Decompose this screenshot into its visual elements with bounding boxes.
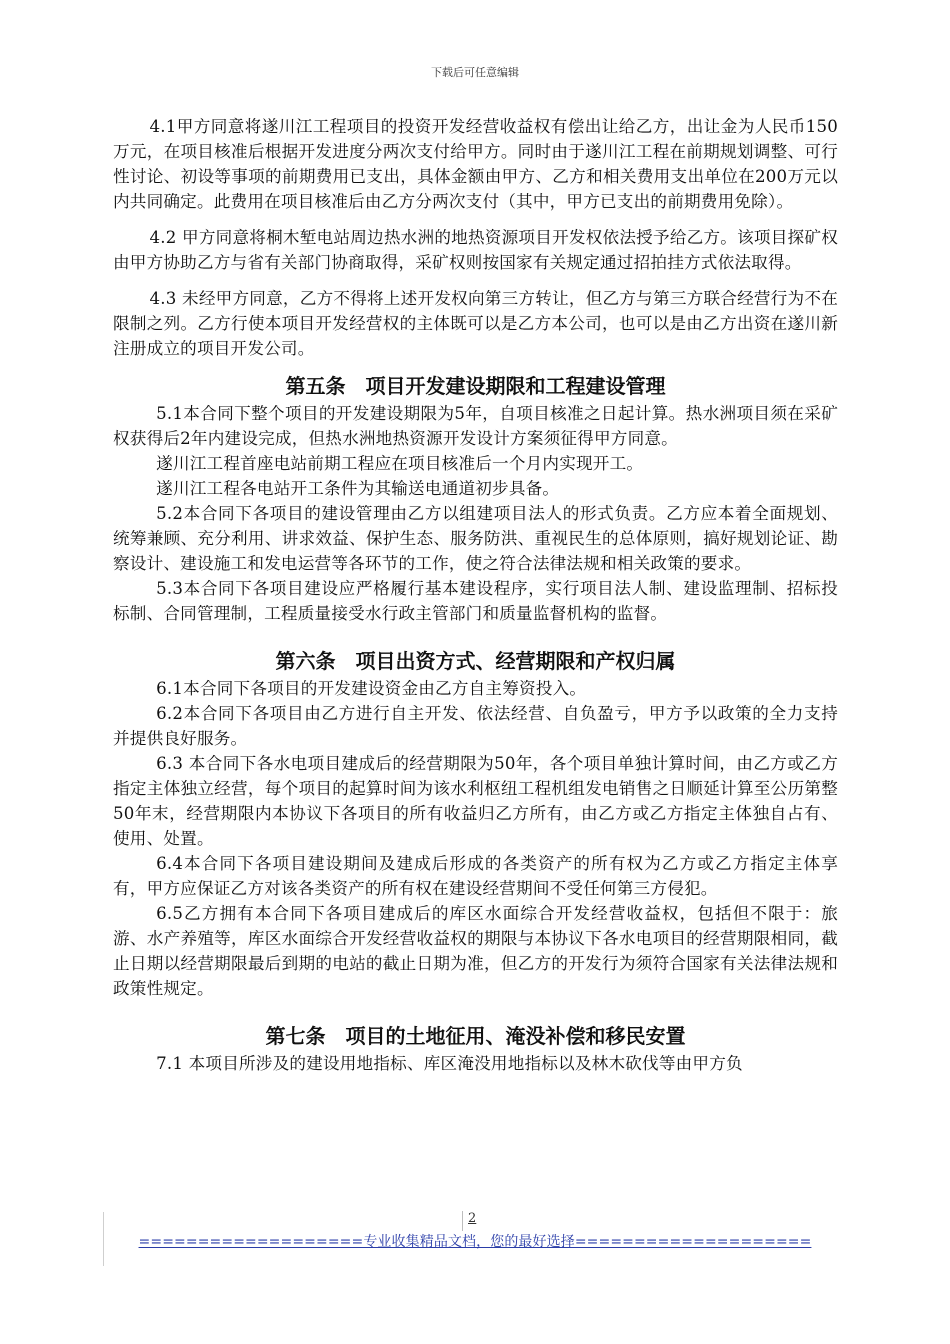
paragraph-6-3: 6.3 本合同下各水电项目建成后的经营期限为50年，各个项目单独计算时间，由乙方或乙方指定主体独立经营，每个项目的起算时间为该水利枢纽工程机组发电销售之日顺延计算至公历第整50年末，经营期限内本协议下各项目的所有收益归乙方所有，由乙方或乙方指定主体独自占有、使用、处置。 bbox=[113, 754, 838, 848]
page-number: 2 bbox=[468, 1211, 477, 1226]
paragraph-5-1-b: 遂川江工程首座电站前期工程应在项目核准后一个月内实现开工。 bbox=[156, 454, 644, 473]
paragraph-5-2: 5.2本合同下各项目的建设管理由乙方以组建项目法人的形式负责。乙方应本着全面规划、统筹兼顾、充分利用、讲求效益、保护生态、服务防洪、重视民生的总体原则，搞好规划论证、勘察设计、建设施工和发电运营等各环节的工作，使之符合法律法规和相关政策的要求。 bbox=[113, 504, 838, 573]
paragraph-4-3: 4.3 未经甲方同意，乙方不得将上述开发权向第三方转让，但乙方与第三方联合经营行为不在限制之列。乙方行使本项目开发经营权的主体既可以是乙方本公司，也可以是由乙方出资在遂川新注册成立的项目开发公司。 bbox=[113, 289, 838, 358]
paragraph-7-1: 7.1 本项目所涉及的建设用地指标、库区淹没用地指标以及林木砍伐等由甲方负 bbox=[156, 1054, 743, 1073]
footer-banner-link[interactable]: ===================专业收集精品文档，您的最好选择==================== bbox=[138, 1234, 812, 1250]
section-7-heading: 第七条 项目的土地征用、淹没补偿和移民安置 bbox=[265, 1024, 686, 1048]
document-body bbox=[113, 114, 838, 1076]
paragraph-4-1: 4.1甲方同意将遂川江工程项目的投资开发经营收益权有偿出让给乙方，出让金为人民币150万元，在项目核准后根据开发进度分两次支付给甲方。同时由于遂川江工程在前期规划调整、可行性讨论、初设等事项的前期费用已支出，具体金额由甲方、乙方和相关费用支出单位在200万元以内共同确定。此费用在项目核准后由乙方分两次支付（其中，甲方已支出的前期费用免除）。 bbox=[113, 117, 838, 211]
paragraph-6-4: 6.4本合同下各项目建设期间及建成后形成的各类资产的所有权为乙方或乙方指定主体享有，甲方应保证乙方对该各类资产的所有权在建设经营期间不受任何第三方侵犯。 bbox=[113, 854, 838, 898]
paragraph-6-2: 6.2本合同下各项目由乙方进行自主开发、依法经营、自负盈亏，甲方予以政策的全力支持并提供良好服务。 bbox=[113, 704, 838, 748]
section-6-heading: 第六条 项目出资方式、经营期限和产权归属 bbox=[275, 649, 676, 673]
paragraph-4-2: 4.2 甲方同意将桐木堑电站周边热水洲的地热资源项目开发权依法授予给乙方。该项目探矿权由甲方协助乙方与省有关部门协商取得，采矿权则按国家有关规定通过招拍挂方式依法取得。 bbox=[113, 228, 838, 272]
header-note: 下载后可任意编辑 bbox=[431, 66, 519, 79]
paragraph-6-1: 6.1本合同下各项目的开发建设资金由乙方自主筹资投入。 bbox=[156, 679, 587, 698]
paragraph-5-1-c: 遂川江工程各电站开工条件为其输送电通道初步具备。 bbox=[156, 479, 560, 498]
section-5-heading: 第五条 项目开发建设期限和工程建设管理 bbox=[285, 374, 666, 398]
paragraph-6-5: 6.5乙方拥有本合同下各项目建成后的库区水面综合开发经营收益权，包括但不限于：旅游、水产养殖等，库区水面综合开发经营收益权的期限与本协议下各水电项目的经营期限相同，截止日期以经营期限最后到期的电站的截止日期为准，但乙方的开发行为须符合国家有关法律法规和政策性规定。 bbox=[113, 904, 838, 998]
paragraph-5-1: 5.1本合同下整个项目的开发建设期限为5年，自项目核准之日起计算。热水洲项目须在采矿权获得后2年内建设完成，但热水洲地热资源开发设计方案须征得甲方同意。 bbox=[113, 404, 838, 448]
paragraph-5-3: 5.3本合同下各项目建设应严格履行基本建设程序，实行项目法人制、建设监理制、招标投标制、合同管理制，工程质量接受水行政主管部门和质量监督机构的监督。 bbox=[113, 579, 838, 623]
